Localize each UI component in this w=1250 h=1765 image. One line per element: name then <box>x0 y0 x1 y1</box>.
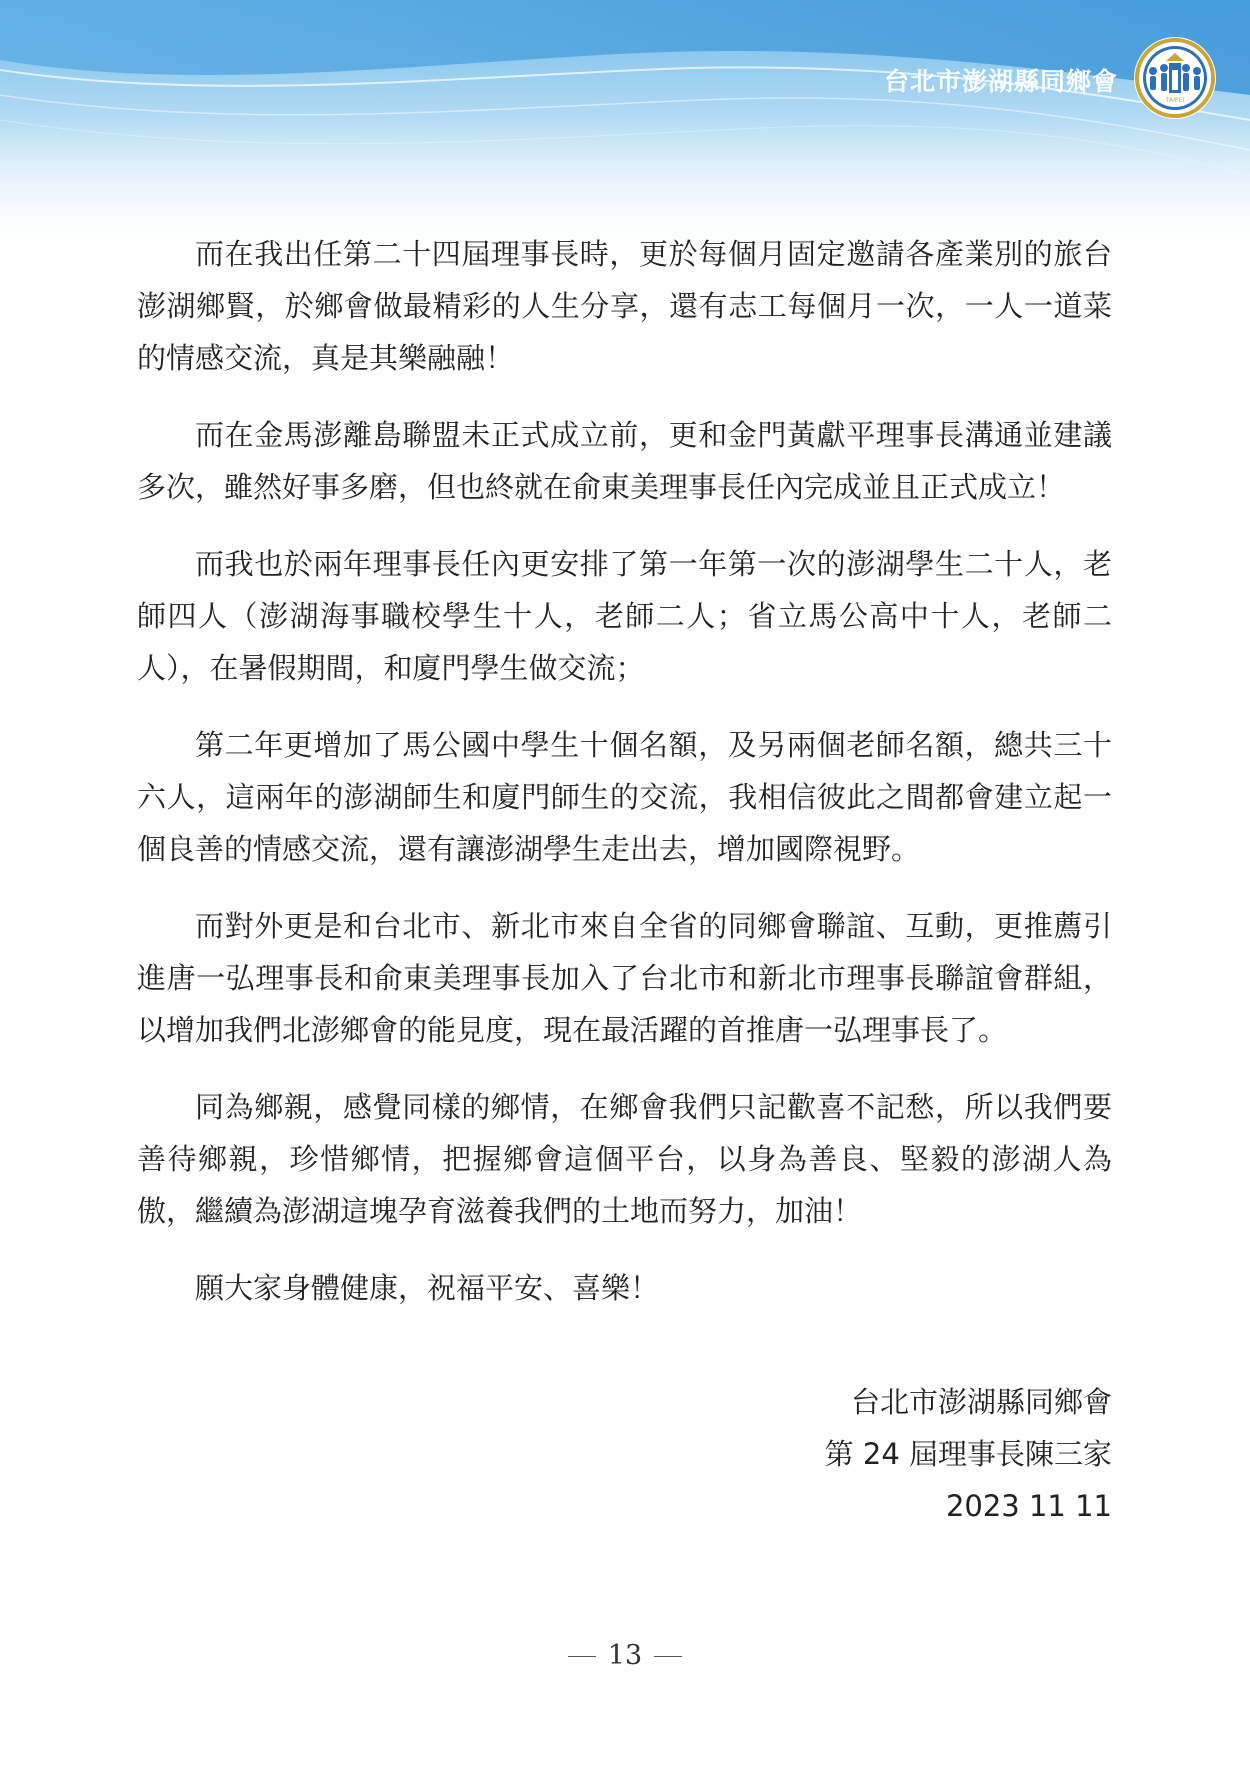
paragraph: 同為鄉親，感覺同樣的鄉情，在鄉會我們只記歡喜不記愁，所以我們要善待鄉親，珍惜鄉情，把握鄉會這個平台，以身為善良、堅毅的澎湖人為傲，繼續為澎湖這塊孕育滋養我們的土地而努力，加油！ <box>137 1090 1112 1228</box>
page-number: 13 <box>607 1640 643 1671</box>
association-logo-icon <box>1132 35 1218 121</box>
page-dash-right <box>654 1656 682 1657</box>
header-band <box>0 0 1250 260</box>
header-org-name: 台北市澎湖縣同鄉會 <box>883 67 1118 96</box>
letter-body <box>137 228 1112 1339</box>
page-dash-left <box>568 1656 596 1657</box>
paragraph: 願大家身體健康，祝福平安、喜樂！ <box>195 1271 660 1305</box>
paragraph: 而在金馬澎離島聯盟未正式成立前，更和金門黃獻平理事長溝通並建議多次，雖然好事多磨，但也終就在俞東美理事長任內完成並且正式成立！ <box>137 418 1112 504</box>
page-number-footer <box>0 1640 1250 1671</box>
signature-date: 2023 11 11 <box>945 1489 1112 1523</box>
signature-organization: 台北市澎湖縣同鄉會 <box>850 1385 1112 1419</box>
paragraph: 而我也於兩年理事長任內更安排了第一年第一次的澎湖學生二十人，老師四人（澎湖海事職校學生十人，老師二人；省立馬公高中十人，老師二人），在暑假期間，和廈門學生做交流； <box>137 547 1112 685</box>
paragraph: 而對外更是和台北市、新北市來自全省的同鄉會聯誼、互動，更推薦引進唐一弘理事長和俞東美理事長加入了台北市和新北市理事長聯誼會群組，以增加我們北澎鄉會的能見度，現在最活躍的首推唐一弘理事長了。 <box>137 909 1112 1047</box>
signature-block <box>825 1376 1112 1532</box>
paragraph: 而在我出任第二十四屆理事長時，更於每個月固定邀請各產業別的旅台澎湖鄉賢，於鄉會做最精彩的人生分享，還有志工每個月一次，一人一道菜的情感交流，真是其樂融融！ <box>137 237 1112 375</box>
signature-title: 第 24 屆理事長陳三家 <box>824 1437 1112 1471</box>
logo-label: TAIPEI <box>1165 97 1185 104</box>
paragraph: 第二年更增加了馬公國中學生十個名額，及另兩個老師名額，總共三十六人，這兩年的澎湖師生和廈門師生的交流，我相信彼此之間都會建立起一個良善的情感交流，還有讓澎湖學生走出去，增加國際視野。 <box>137 728 1112 866</box>
header-wave-graphic <box>0 0 1250 260</box>
